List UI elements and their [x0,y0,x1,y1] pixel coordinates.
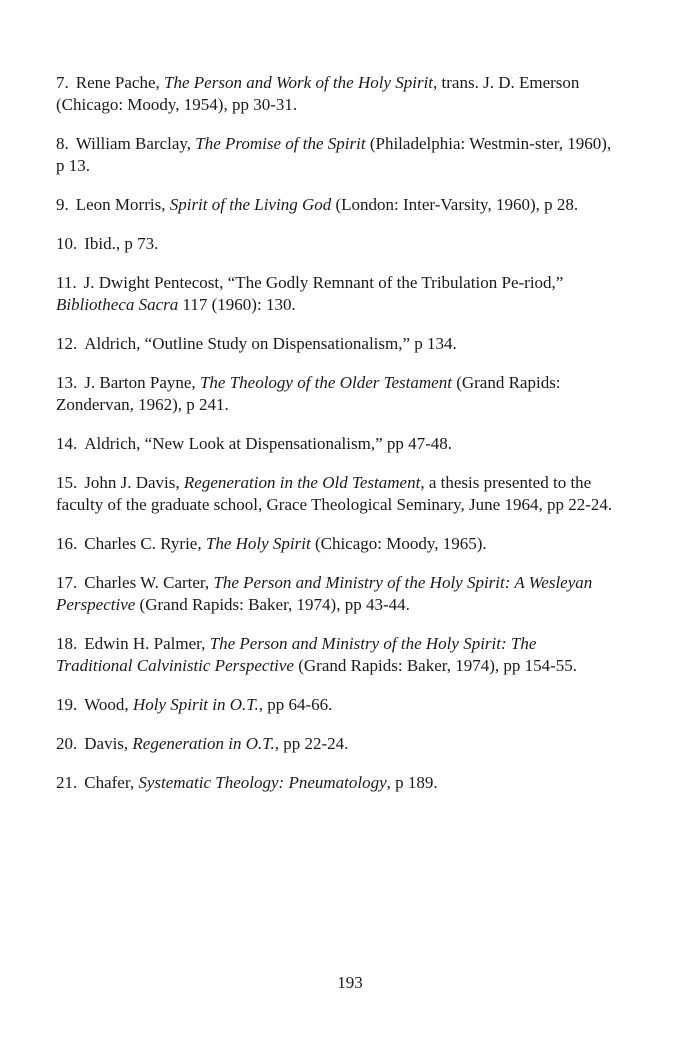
page-number: 193 [337,973,363,992]
endnote [56,133,616,177]
endnote-text: (Grand Rapids: Baker, 1974), pp 43-44. [135,595,410,614]
endnote-text: , pp 64-66. [258,695,333,714]
endnote-text: Edwin H. Palmer, [84,634,210,653]
endnote-text: (London: Inter-Varsity, 1960), p 28. [331,195,579,214]
endnote-title: Regeneration in the Old Testament [183,473,421,492]
endnote [56,533,616,555]
endnote-text: Davis, [84,734,133,753]
endnote-number: 7. [56,73,69,92]
endnote-title: Spirit of the Living God [169,195,332,214]
endnote-number: 8. [56,134,69,153]
endnote-text: Aldrich, “New Look at Dispensationalism,” pp 47-48. [84,434,453,453]
endnote-text: J. Barton Payne, [84,373,200,392]
endnote-text: , pp 22-24. [274,734,349,753]
endnote-title: The Person and Ministry of the Holy Spirit: A Wesleyan Perspective [56,573,593,614]
endnote [56,733,616,755]
endnote-text: Charles C. Ryrie, [84,534,206,553]
endnote [56,194,616,216]
endnote-number: 12. [56,334,78,353]
endnote-number: 14. [56,434,78,453]
endnote-text: Wood, [84,695,133,714]
endnote-text: , p 189. [386,773,438,792]
endnote-text: Aldrich, “Outline Study on Dispensationalism,” p 134. [84,334,457,353]
endnote-text: , trans. J. D. Emerson (Chicago: Moody, 1954), pp 30-31. [56,73,580,114]
endnote-number: 19. [56,695,78,714]
endnote-title: Holy Spirit in O.T. [132,695,259,714]
endnote-number: 10. [56,234,78,253]
endnote-number: 20. [56,734,78,753]
endnote [56,433,616,455]
endnote-text: (Chicago: Moody, 1965). [310,534,487,553]
endnote-title: The Holy Spirit [205,534,311,553]
endnote-title: Systematic Theology: Pneumatology [138,773,387,792]
endnote-title: The Theology of the Older Testament [199,373,452,392]
endnote-number: 17. [56,573,78,592]
endnote [56,772,616,794]
endnote-text: Rene Pache, [75,73,165,92]
endnote-text: John J. Davis, [84,473,184,492]
endnotes-list [56,72,616,811]
endnote-text: 117 (1960): 130. [178,295,296,314]
endnote-text: Ibid., p 73. [84,234,159,253]
endnote-number: 16. [56,534,78,553]
endnote [56,694,616,716]
endnote [56,633,616,677]
endnote-text: Chafer, [84,773,139,792]
endnote-title: The Person and Work of the Holy Spirit [164,73,434,92]
endnote-text: J. Dwight Pentecost, “The Godly Remnant of the Tribulation Pe-riod,” [83,273,564,292]
endnote [56,233,616,255]
endnote-number: 13. [56,373,78,392]
endnote-title: Bibliotheca Sacra [56,295,179,314]
endnote [56,472,616,516]
endnote-number: 18. [56,634,78,653]
endnote-number: 21. [56,773,78,792]
endnote [56,72,616,116]
endnote [56,333,616,355]
endnote-text: (Philadelphia: Westmin-ster, 1960), p 13. [56,134,612,175]
endnote-title: The Promise of the Spirit [195,134,366,153]
endnote [56,272,616,316]
endnote [56,572,616,616]
endnote-text: William Barclay, [75,134,196,153]
endnote [56,372,616,416]
endnote-number: 11. [56,273,77,292]
endnote-text: , a thesis presented to the faculty of the graduate school, Grace Theological Seminary, June 1964, pp 22-24. [56,473,613,514]
endnote-text: (Grand Rapids: Baker, 1974), pp 154-55. [293,656,578,675]
endnote-title: The Person and Ministry of the Holy Spirit: The Traditional Calvinistic Perspective [56,634,537,675]
endnote-number: 9. [56,195,69,214]
endnote-title: Regeneration in O.T. [132,734,275,753]
endnote-text: (Grand Rapids: Zondervan, 1962), p 241. [56,373,561,414]
endnote-text: Leon Morris, [75,195,170,214]
endnote-number: 15. [56,473,78,492]
endnote-text: Charles W. Carter, [84,573,214,592]
